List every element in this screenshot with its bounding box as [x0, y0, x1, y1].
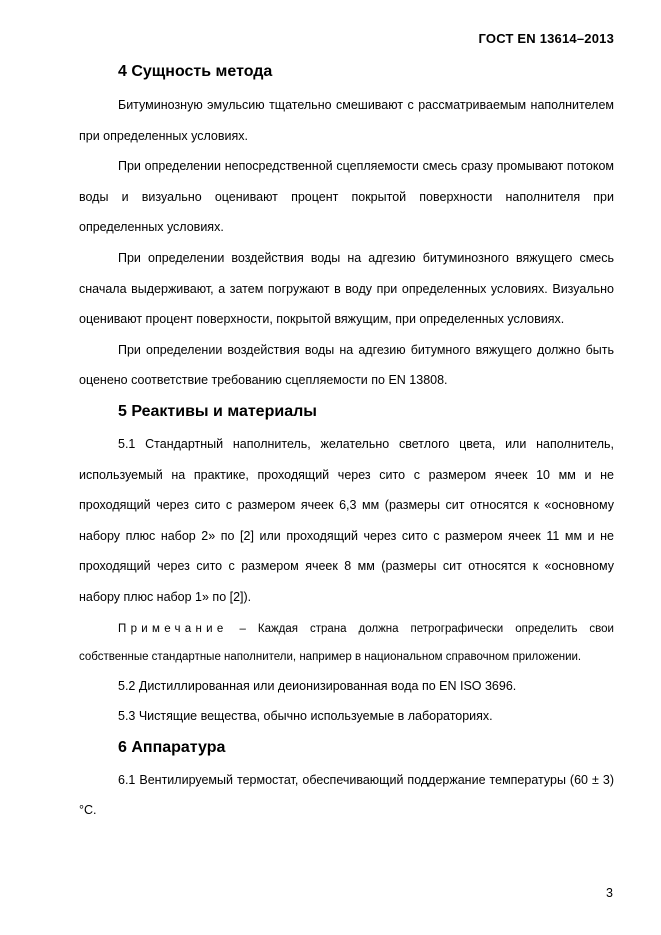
section-5-note: [79, 615, 614, 671]
page-number: 3: [606, 886, 613, 900]
section-4-paragraph-4: При определении воздействия воды на адгезию битумного вяжущего должно быть оценено соответствие требованию сцепляемости по EN 13808.: [79, 342, 614, 388]
note-label: Примечание: [118, 622, 228, 635]
section-5-paragraph-5-2: 5.2 Дистиллированная или деионизированная вода по EN ISO 3696.: [118, 678, 517, 693]
section-5-paragraph-5-3: 5.3 Чистящие вещества, обычно используемые в лабораториях.: [118, 709, 493, 724]
document-code: ГОСТ EN 13614–2013: [478, 31, 614, 46]
section-4-paragraph-1: Битуминозную эмульсию тщательно смешивают с рассматриваемым наполнителем при определенных условиях.: [79, 98, 614, 143]
section-5-paragraph-5-1: 5.1 Стандартный наполнитель, желательно светлого цвета, или наполнитель, используемый на практике, проходящий через сито с размером ячеек 10 мм и не проходящий через сито с размером ячеек 6,3 мм (размеры сит относятся к «основному набору плюс набор 2» по [2] или проходящий через сито с размером ячеек 11 мм и не проходящий через сито с размером ячеек 8 мм (размеры сит относятся к «основному набору плюс набор 1» по [2]).: [79, 436, 614, 604]
page-content: [79, 58, 614, 826]
section-6-paragraph-6-1: 6.1 Вентилируемый термостат, обеспечивающий поддержание температуры (60 ± 3) °С.: [79, 772, 614, 818]
section-4-paragraph-2: При определении непосредственной сцепляемости смесь сразу промывают потоком воды и визуально оценивают процент покрытой поверхности наполнителя при определенных условиях.: [79, 159, 614, 235]
section-4-paragraph-3: При определении воздействия воды на адгезию битуминозного вяжущего смесь сначала выдерживают, а затем погружают в воду при определенных условиях. Визуально оценивают процент поверхности, покрытой вяжущим, при определенных условиях.: [79, 250, 614, 327]
section-4-heading: 4 Сущность метода: [118, 63, 273, 80]
section-6-heading: 6 Аппаратура: [118, 738, 226, 756]
note-text: – Каждая страна должна петрографически определить свои собственные стандартные наполнители, например в национальном справочном приложении.: [79, 622, 614, 663]
section-5-heading: 5 Реактивы и материалы: [118, 402, 317, 420]
